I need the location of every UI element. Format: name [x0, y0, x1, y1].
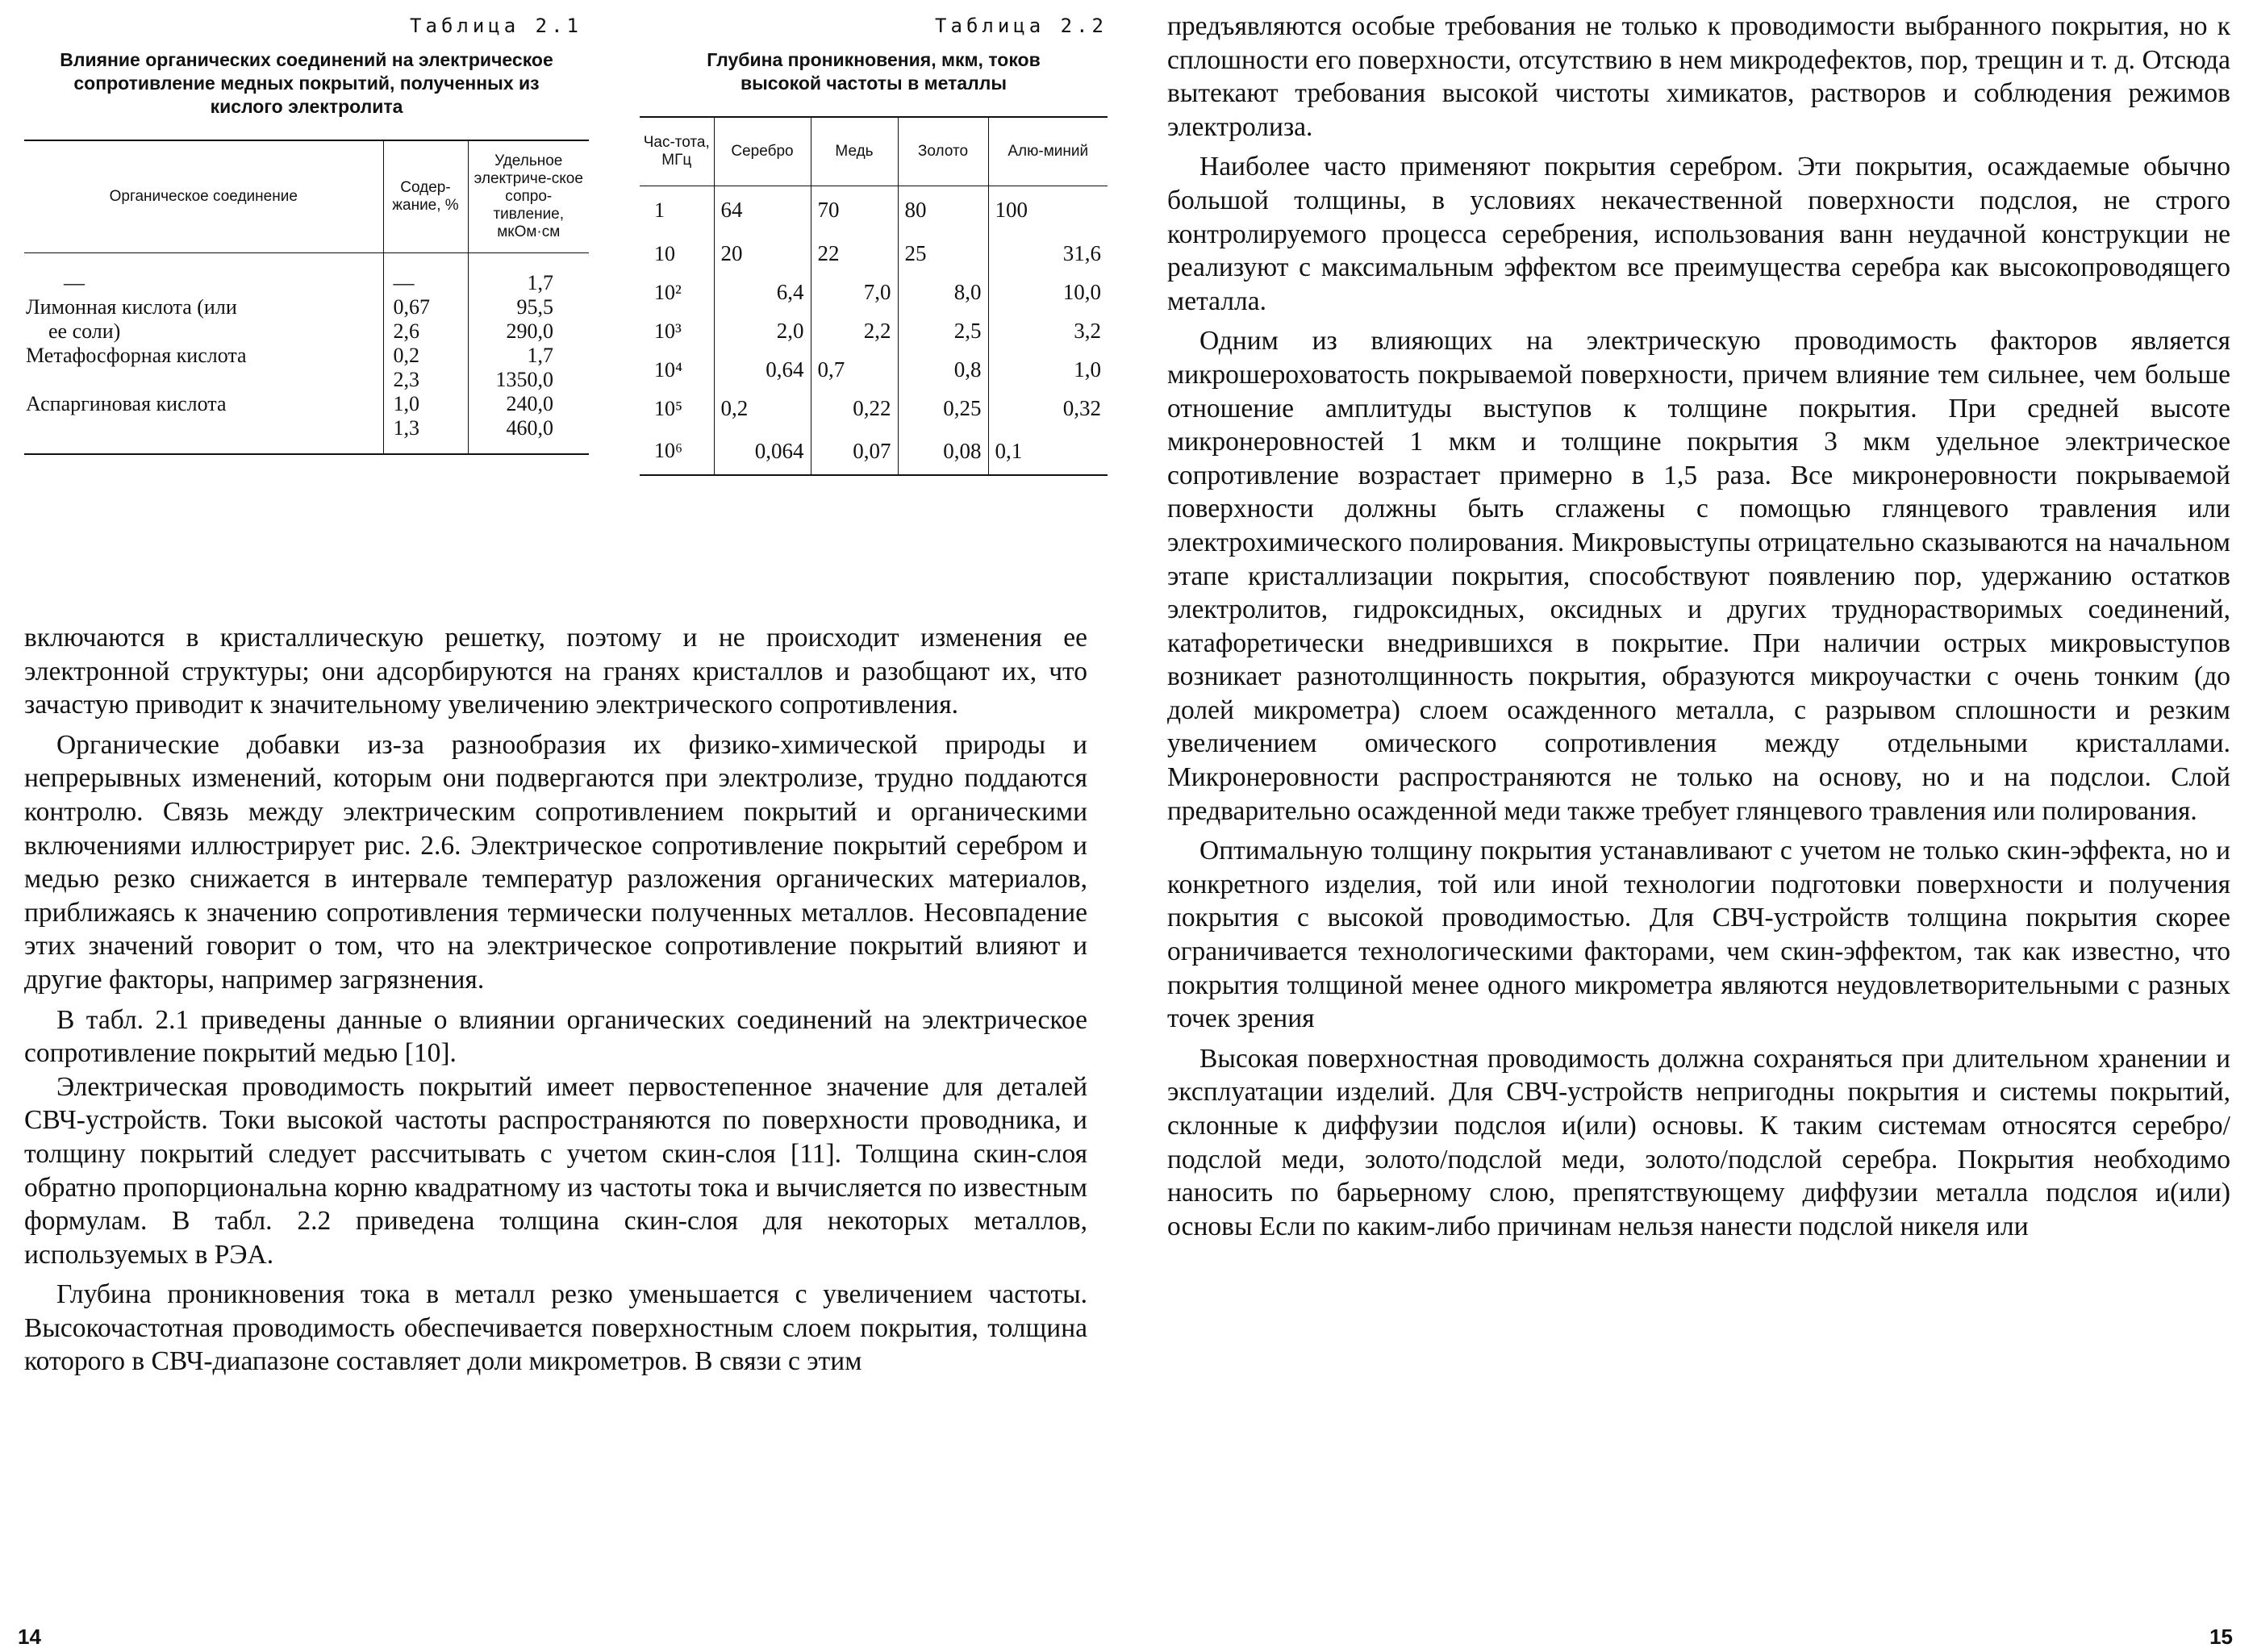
content-line: —	[393, 271, 415, 294]
paragraph: включаются в кристаллическую решетку, поэтому и не происходит изменения ее электронной структуры; они адсорбируются на гранях кристаллов и разобщают их, что зачастую приводит к значительному увеличению электрического сопротивления.	[24, 623, 1087, 720]
table-2-2-header: Медь	[811, 117, 898, 186]
left-page	[0, 0, 1128, 1652]
table-cell: 0,7	[811, 351, 898, 390]
paragraph: Органические добавки из-за разнообразия их физико-химической природы и непрерывных изменений, которым они подвергаются при электролизе, трудно поддаются контролю. Связь между электрическим сопротивлением покрытий и органическими включениями иллюстрирует рис. 2.6. Электрическое сопротивление покрытий серебром и медью резко снижается в интервале температур разложения органических материалов, приближаясь к значению сопротивления термически полученных металлов. Несовпадение этих значений говорит о том, что на электрическое сопротивление покрытий влияют и другие факторы, например загрязнения.	[24, 729, 1087, 995]
compound-line: Метафосфорная кислота	[26, 344, 247, 367]
paragraph: предъявляются особые требования не только к проводимости выбранного покрытия, но к сплошности его поверхности, отсутствию в нем микродефектов, пор, трещин и т. д. Отсюда вытекают требования высокой чистоты химикатов, растворов и соблюдения режимов электролиза.	[1167, 11, 2230, 142]
paragraph: Наиболее часто применяют покрытия серебром. Эти покрытия, осаждаемые обычно большой толщины, в условиях некачественной поверхности подслоя, не строго контролируемого процесса серебрения, использования ванн неудачной конструкции не реализуют с максимальным эффектом все преимущества серебра как высокопроводящего металла.	[1167, 152, 2230, 316]
content-line: 2,3	[393, 368, 419, 391]
resistivity-line: 1,7	[527, 344, 553, 367]
compound-line	[26, 416, 378, 440]
table-2-1	[24, 15, 589, 455]
page-number: 15	[2209, 1625, 2233, 1649]
page-number: 14	[18, 1625, 41, 1649]
resistivity-line: 290,0	[506, 319, 553, 343]
table-cell: 0,8	[898, 351, 988, 390]
left-page-body-text	[24, 621, 1087, 1379]
table-2-2	[640, 15, 1108, 476]
table-2-2-header: Час-тота, МГц	[640, 117, 714, 186]
table-cell: 3,2	[988, 312, 1108, 351]
table-cell: 0,25	[898, 390, 988, 428]
table-cell: 31,6	[988, 235, 1108, 273]
table-row	[640, 390, 1108, 428]
paragraph: Одним из влияющих на электрическую проводимость факторов является микрошероховатость покрываемой поверхности, причем влияние тем сильнее, чем больше отношение амплитуды выступов к толщине покрытия. При средней высоте микронеровностей 1 мкм и толщине покрытия 3 мкм удельное электрическое сопротивление возрастает примерно в 1,5 раза. Все микронеровности покрываемой поверхности должны быть сглажены с помощью глянцевого травления или электрохимического полирования. Микровыступы отрицательно сказываются на начальном этапе кристаллизации покрытия, способствуют появлению пор, удержанию остатков электролитов, гидроксидных, оксидных и других труднорастворимых соединений, катафоретически внедрившихся в покрытие. При наличии острых микровыступов возникает разнотолщинность покрытия, образуются микроучастки с очень тонким (до долей микрометра) слоем осажденного металла, с разрывом сплошности и резким увеличением омического сопротивления между отдельными кристаллами. Микронеровности распространяются не только на основу, но и на подслои. Слой предварительно осажденной меди также требует глянцевого травления или полирования.	[1167, 326, 2230, 826]
table-cell: 0,07	[811, 428, 898, 475]
table-cell: 2,2	[811, 312, 898, 351]
resistivity-line: 1350,0	[495, 368, 553, 391]
table-row	[640, 273, 1108, 312]
table-2-1-header-resistivity: Удельное электриче-ское сопро-тивление, мкОм·см	[468, 140, 589, 253]
table-2-1-header-compound: Органическое соединение	[24, 140, 383, 253]
resistivity-line: 460,0	[506, 416, 553, 440]
resistivity-line: 95,5	[516, 295, 553, 319]
table-cell: 100	[988, 186, 1108, 235]
table-2-1-content-cell	[383, 253, 468, 455]
table-cell: 8,0	[898, 273, 988, 312]
table-cell: 64	[714, 186, 811, 235]
table-cell: 2,0	[714, 312, 811, 351]
table-cell: 0,064	[714, 428, 811, 475]
compound-line: ее соли)	[48, 319, 121, 343]
compound-line	[26, 368, 378, 392]
right-page-body-text	[1167, 10, 2230, 1243]
content-line: 0,67	[393, 295, 430, 319]
table-cell: 1,0	[988, 351, 1108, 390]
paragraph: Оптимальную толщину покрытия устанавливают с учетом не только скин-эффекта, но и конкретного изделия, той или иной технологии подготовки поверхности и получения покрытия с высокой проводимостью. Для СВЧ-устройств толщина покрытия скорее ограничивается технологическими факторами, чем скин-эффектом, так как известно, что покрытия толщиной менее одного микрометра являются неудовлетворительными с разных точек зрения	[1167, 836, 2230, 1034]
table-row	[640, 428, 1108, 475]
table-cell: 10	[654, 241, 675, 265]
table-row	[640, 235, 1108, 273]
paragraph: Высокая поверхностная проводимость должна сохраняться при длительном хранении и эксплуатации изделий. Для СВЧ-устройств непригодны покрытия и системы покрытий, склонные к диффузии подслоя и(или) основы. К таким системам относятся серебро/подслой меди, золото/подслой меди, золото/подслой серебра. Покрытия необходимо наносить по барьерному слою, препятствующему диффузии металла подслоя и(или) основы Если по каким-либо причинам нельзя нанести подслой никеля или	[1167, 1043, 2230, 1241]
table-cell: 0,08	[898, 428, 988, 475]
table-cell: 70	[811, 186, 898, 235]
table-2-2-header: Золото	[898, 117, 988, 186]
table-cell: 0,2	[714, 390, 811, 428]
table-2-2-header: Алю-миний	[988, 117, 1108, 186]
table-cell: 10,0	[988, 273, 1108, 312]
resistivity-line: 1,7	[527, 271, 553, 294]
table-cell: 0,32	[988, 390, 1108, 428]
table-cell: 10⁴	[654, 357, 683, 382]
compound-line: Аспаргиновая кислота	[26, 392, 227, 415]
compound-line: Лимонная кислота (или	[26, 295, 237, 319]
table-cell: 80	[898, 186, 988, 235]
table-cell: 7,0	[811, 273, 898, 312]
table-row	[640, 186, 1108, 235]
compound-line: —	[64, 271, 85, 294]
content-line: 1,0	[393, 392, 419, 415]
table-cell: 1	[654, 198, 665, 222]
paragraph: Электрическая проводимость покрытий имеет первостепенное значение для деталей СВЧ-устройств. Токи высокой частоты распространяются по поверхности проводника, и толщину покрытий следует рассчитывать с учетом скин-слоя [11]. Толщина скин-слоя обратно пропорциональна корню квадратному из частоты тока и вычисляется по известным формулам. В табл. 2.2 приведена толщина скин-слоя для некоторых металлов, используемых в РЭА.	[24, 1071, 1087, 1270]
table-cell: 0,1	[988, 428, 1108, 475]
table-row	[24, 253, 589, 455]
table-2-1-grid	[24, 140, 589, 455]
table-cell: 20	[714, 235, 811, 273]
table-cell: 10²	[654, 280, 682, 304]
table-cell: 25	[898, 235, 988, 273]
tables-block	[24, 15, 1108, 579]
table-2-1-title: Влияние органических соединений на электрическое сопротивление медных покрытий, полученных из кислого электролита	[60, 49, 553, 117]
table-2-2-header: Серебро	[714, 117, 811, 186]
table-2-1-resistivity-cell	[468, 253, 589, 455]
table-2-2-caption: Таблица 2.2	[935, 15, 1108, 37]
table-cell: 22	[811, 235, 898, 273]
content-line: 0,2	[393, 344, 419, 367]
table-cell: 10⁵	[654, 396, 683, 420]
paragraph: В табл. 2.1 приведены данные о влиянии органических соединений на электрическое сопротивление покрытий медью [10].	[24, 1004, 1087, 1069]
table-cell: 2,5	[898, 312, 988, 351]
right-page	[1128, 0, 2257, 1652]
table-2-1-compound-cell	[24, 253, 383, 455]
content-line: 2,6	[393, 319, 419, 343]
table-row	[640, 351, 1108, 390]
table-cell: 0,64	[714, 351, 811, 390]
paragraph: Глубина проникновения тока в металл резко уменьшается с увеличением частоты. Высокочастотная проводимость обеспечивается поверхностным слоем покрытия, толщина которого в СВЧ-диапазоне составляет доли микрометров. В связи с этим	[24, 1279, 1087, 1377]
table-cell: 0,22	[811, 390, 898, 428]
table-2-1-header-content: Содер-жание, %	[383, 140, 468, 253]
content-line: 1,3	[393, 416, 419, 440]
table-cell: 10³	[654, 319, 682, 343]
table-cell: 10⁶	[654, 439, 683, 462]
table-cell: 6,4	[714, 273, 811, 312]
table-2-2-grid	[640, 116, 1108, 476]
table-2-2-title: Глубина проникновения, мкм, токов высокой частоты в металлы	[707, 49, 1041, 94]
resistivity-line: 240,0	[506, 392, 553, 415]
table-row	[640, 312, 1108, 351]
table-2-1-caption: Таблица 2.1	[410, 15, 582, 37]
